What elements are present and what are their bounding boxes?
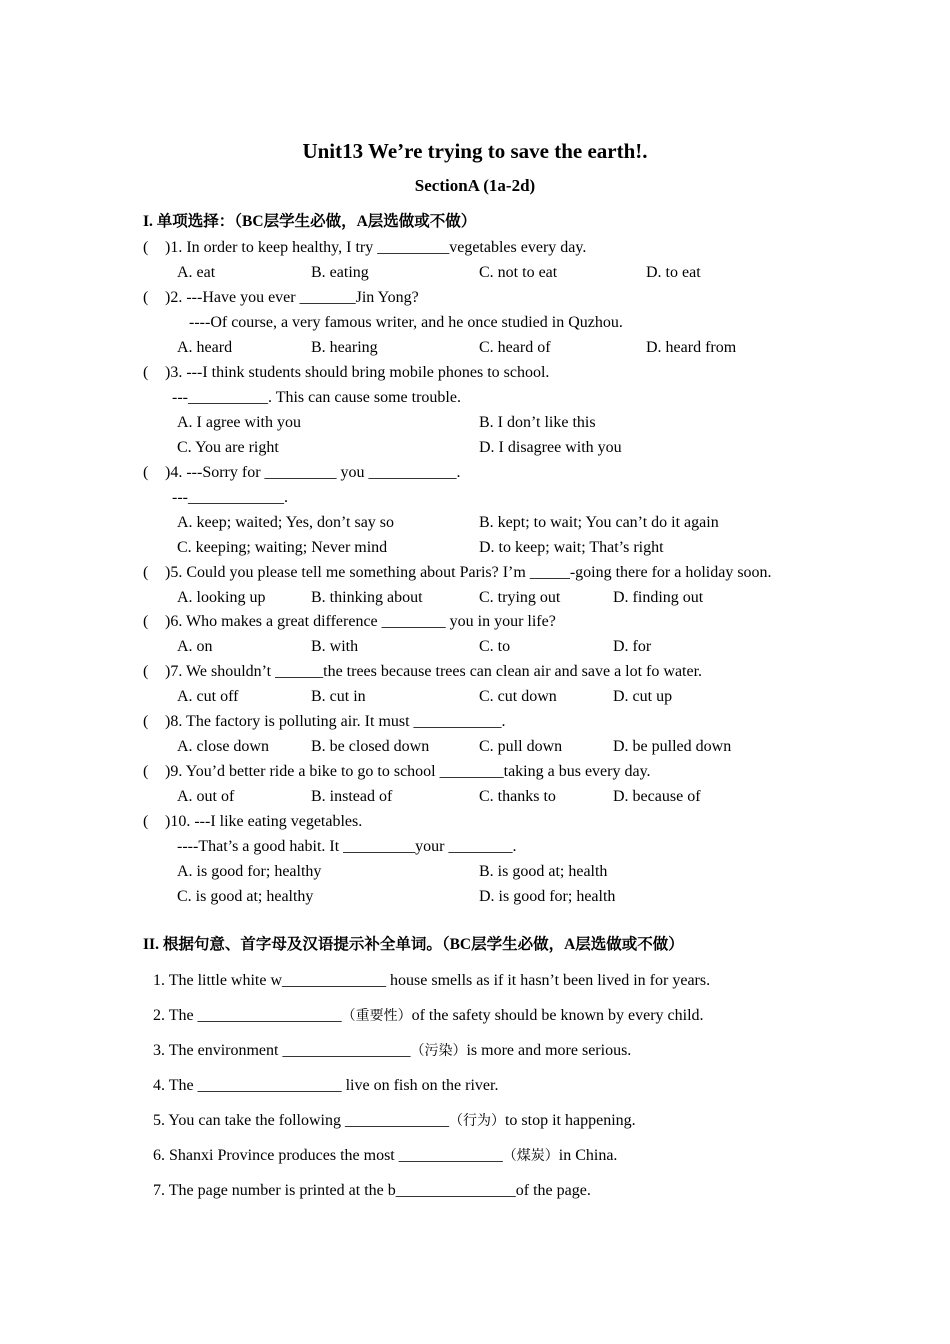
question-2: ( )2. ---Have you ever _______Jin Yong? (143, 289, 419, 306)
question-7: ( )7. We shouldn’t ______the trees because trees can clean air and save a lot fo water. (143, 663, 703, 680)
option-9d: D. because of (613, 788, 701, 805)
question-stem: )5. Could you please tell me something about Paris? I’m _____-going there for a holiday soon. (165, 564, 772, 581)
option-6c: C. to (479, 638, 511, 655)
option-2c: C. heard of (479, 339, 551, 356)
option-7b: B. cut in (311, 688, 366, 705)
question-4: ( )4. ---Sorry for _________ you ___________. (143, 464, 461, 481)
option-1d: D. to eat (646, 264, 701, 281)
fill-item-5 (153, 1111, 636, 1131)
option-3a: A. I agree with you (177, 414, 301, 431)
fill-item-text-after: to stop it happening. (504, 1112, 636, 1129)
option-8d: D. be pulled down (613, 738, 732, 755)
fill-item-hint: （重要性） (341, 1008, 412, 1024)
page-subtitle: SectionA (1a-2d) (414, 176, 536, 195)
question-3-extra: ---__________. This can cause some trouble. (172, 389, 461, 406)
fill-item-text-after: is more and more serious. (466, 1042, 632, 1059)
question-9: ( )9. You’d better ride a bike to go to school ________taking a bus every day. (143, 763, 651, 780)
part1-heading-text: I. 单项选择：（BC层学生必做，A层选做或不做） (143, 213, 477, 230)
option-4c: C. keeping; waiting; Never mind (177, 539, 388, 556)
fill-item-6 (153, 1146, 617, 1166)
option-4d: D. to keep; wait; That’s right (479, 539, 664, 556)
question-stem: )7. We shouldn’t ______the trees because trees can clean air and save a lot fo water. (165, 663, 703, 680)
option-7a: A. cut off (177, 688, 239, 705)
option-1c: C. not to eat (479, 264, 558, 281)
option-9c: C. thanks to (479, 788, 556, 805)
question-stem: )3. ---I think students should bring mobile phones to school. (165, 364, 550, 381)
question-10-extra: ----That’s a good habit. It _________your ________. (177, 838, 517, 855)
option-1a: A. eat (177, 264, 216, 281)
option-2d: D. heard from (646, 339, 737, 356)
fill-item-hint: （煤炭） (502, 1148, 559, 1164)
part2-heading (143, 935, 684, 955)
question-3: ( )3. ---I think students should bring mobile phones to school. (143, 364, 550, 381)
option-2b: B. hearing (311, 339, 378, 356)
fill-item-7 (153, 1181, 591, 1201)
option-9a: A. out of (177, 788, 235, 805)
option-2a: A. heard (177, 339, 233, 356)
question-stem: )2. ---Have you ever _______Jin Yong? (165, 289, 419, 306)
question-stem: )10. ---I like eating vegetables. (165, 813, 363, 830)
fill-item-text: 5. You can take the following _____________ (153, 1112, 449, 1129)
question-stem: )6. Who makes a great difference ________ you in your life? (165, 613, 556, 630)
question-8: ( )8. The factory is polluting air. It must ___________. (143, 713, 506, 730)
option-6a: A. on (177, 638, 213, 655)
option-5c: C. trying out (479, 589, 561, 606)
fill-item-text: 3. The environment ________________ (153, 1042, 411, 1059)
question-10: ( )10. ---I like eating vegetables. (143, 813, 363, 830)
fill-item-text-after: of the safety should be known by every child. (411, 1007, 704, 1024)
option-1b: B. eating (311, 264, 369, 281)
fill-item-2 (153, 1006, 704, 1026)
option-6d: D. for (613, 638, 652, 655)
option-10c: C. is good at; healthy (177, 888, 314, 905)
option-10b: B. is good at; health (479, 863, 608, 880)
option-3c: C. You are right (177, 439, 279, 456)
option-8c: C. pull down (479, 738, 563, 755)
question-5: ( )5. Could you please tell me something about Paris? I’m _____-going there for a holiday soon. (143, 564, 772, 581)
option-8a: A. close down (177, 738, 269, 755)
question-stem: )9. You’d better ride a bike to go to school ________taking a bus every day. (165, 763, 651, 780)
fill-item-text: 2. The __________________ (153, 1007, 342, 1024)
fill-item-text: 1. The little white w_____________ house smells as if it hasn’t been lived in for years. (153, 972, 711, 989)
fill-item-text: 7. The page number is printed at the b_______________of the page. (153, 1182, 591, 1199)
fill-item-1 (153, 971, 710, 991)
option-4b: B. kept; to wait; You can’t do it again (479, 514, 719, 531)
option-9b: B. instead of (311, 788, 393, 805)
part2-heading-text: II. 根据句意、首字母及汉语提示补全单词。（BC层学生必做，A层选做或不做） (143, 936, 684, 953)
question-stem: )8. The factory is polluting air. It must ___________. (165, 713, 506, 730)
option-3d: D. I disagree with you (479, 439, 622, 456)
option-5b: B. thinking about (311, 589, 423, 606)
fill-item-hint: （污染） (410, 1043, 467, 1059)
option-6b: B. with (311, 638, 359, 655)
fill-item-hint: （行为） (448, 1113, 505, 1129)
option-10a: A. is good for; healthy (177, 863, 322, 880)
part1-heading (143, 212, 476, 232)
option-5a: A. looking up (177, 589, 266, 606)
fill-item-text: 4. The __________________ live on fish on the river. (153, 1077, 499, 1094)
fill-item-text: 6. Shanxi Province produces the most _____________ (153, 1147, 503, 1164)
option-4a: A. keep; waited; Yes, don’t say so (177, 514, 395, 531)
question-stem: )4. ---Sorry for _________ you ___________. (165, 464, 461, 481)
question-6: ( )6. Who makes a great difference ________ you in your life? (143, 613, 556, 630)
option-8b: B. be closed down (311, 738, 430, 755)
option-5d: D. finding out (613, 589, 704, 606)
option-7c: C. cut down (479, 688, 557, 705)
page-title: Unit13 We’re trying to save the earth!. (302, 139, 648, 163)
fill-item-4 (153, 1076, 498, 1096)
fill-item-text-after: in China. (558, 1147, 618, 1164)
question-stem: )1. In order to keep healthy, I try _________vegetables every day. (165, 239, 587, 256)
question-4-extra: ---____________. (172, 489, 288, 506)
option-3b: B. I don’t like this (479, 414, 596, 431)
option-10d: D. is good for; health (479, 888, 616, 905)
option-7d: D. cut up (613, 688, 673, 705)
question-1: ( )1. In order to keep healthy, I try _________vegetables every day. (143, 239, 587, 256)
question-2-extra: ----Of course, a very famous writer, and he once studied in Quzhou. (189, 314, 623, 331)
fill-item-3 (153, 1041, 631, 1061)
